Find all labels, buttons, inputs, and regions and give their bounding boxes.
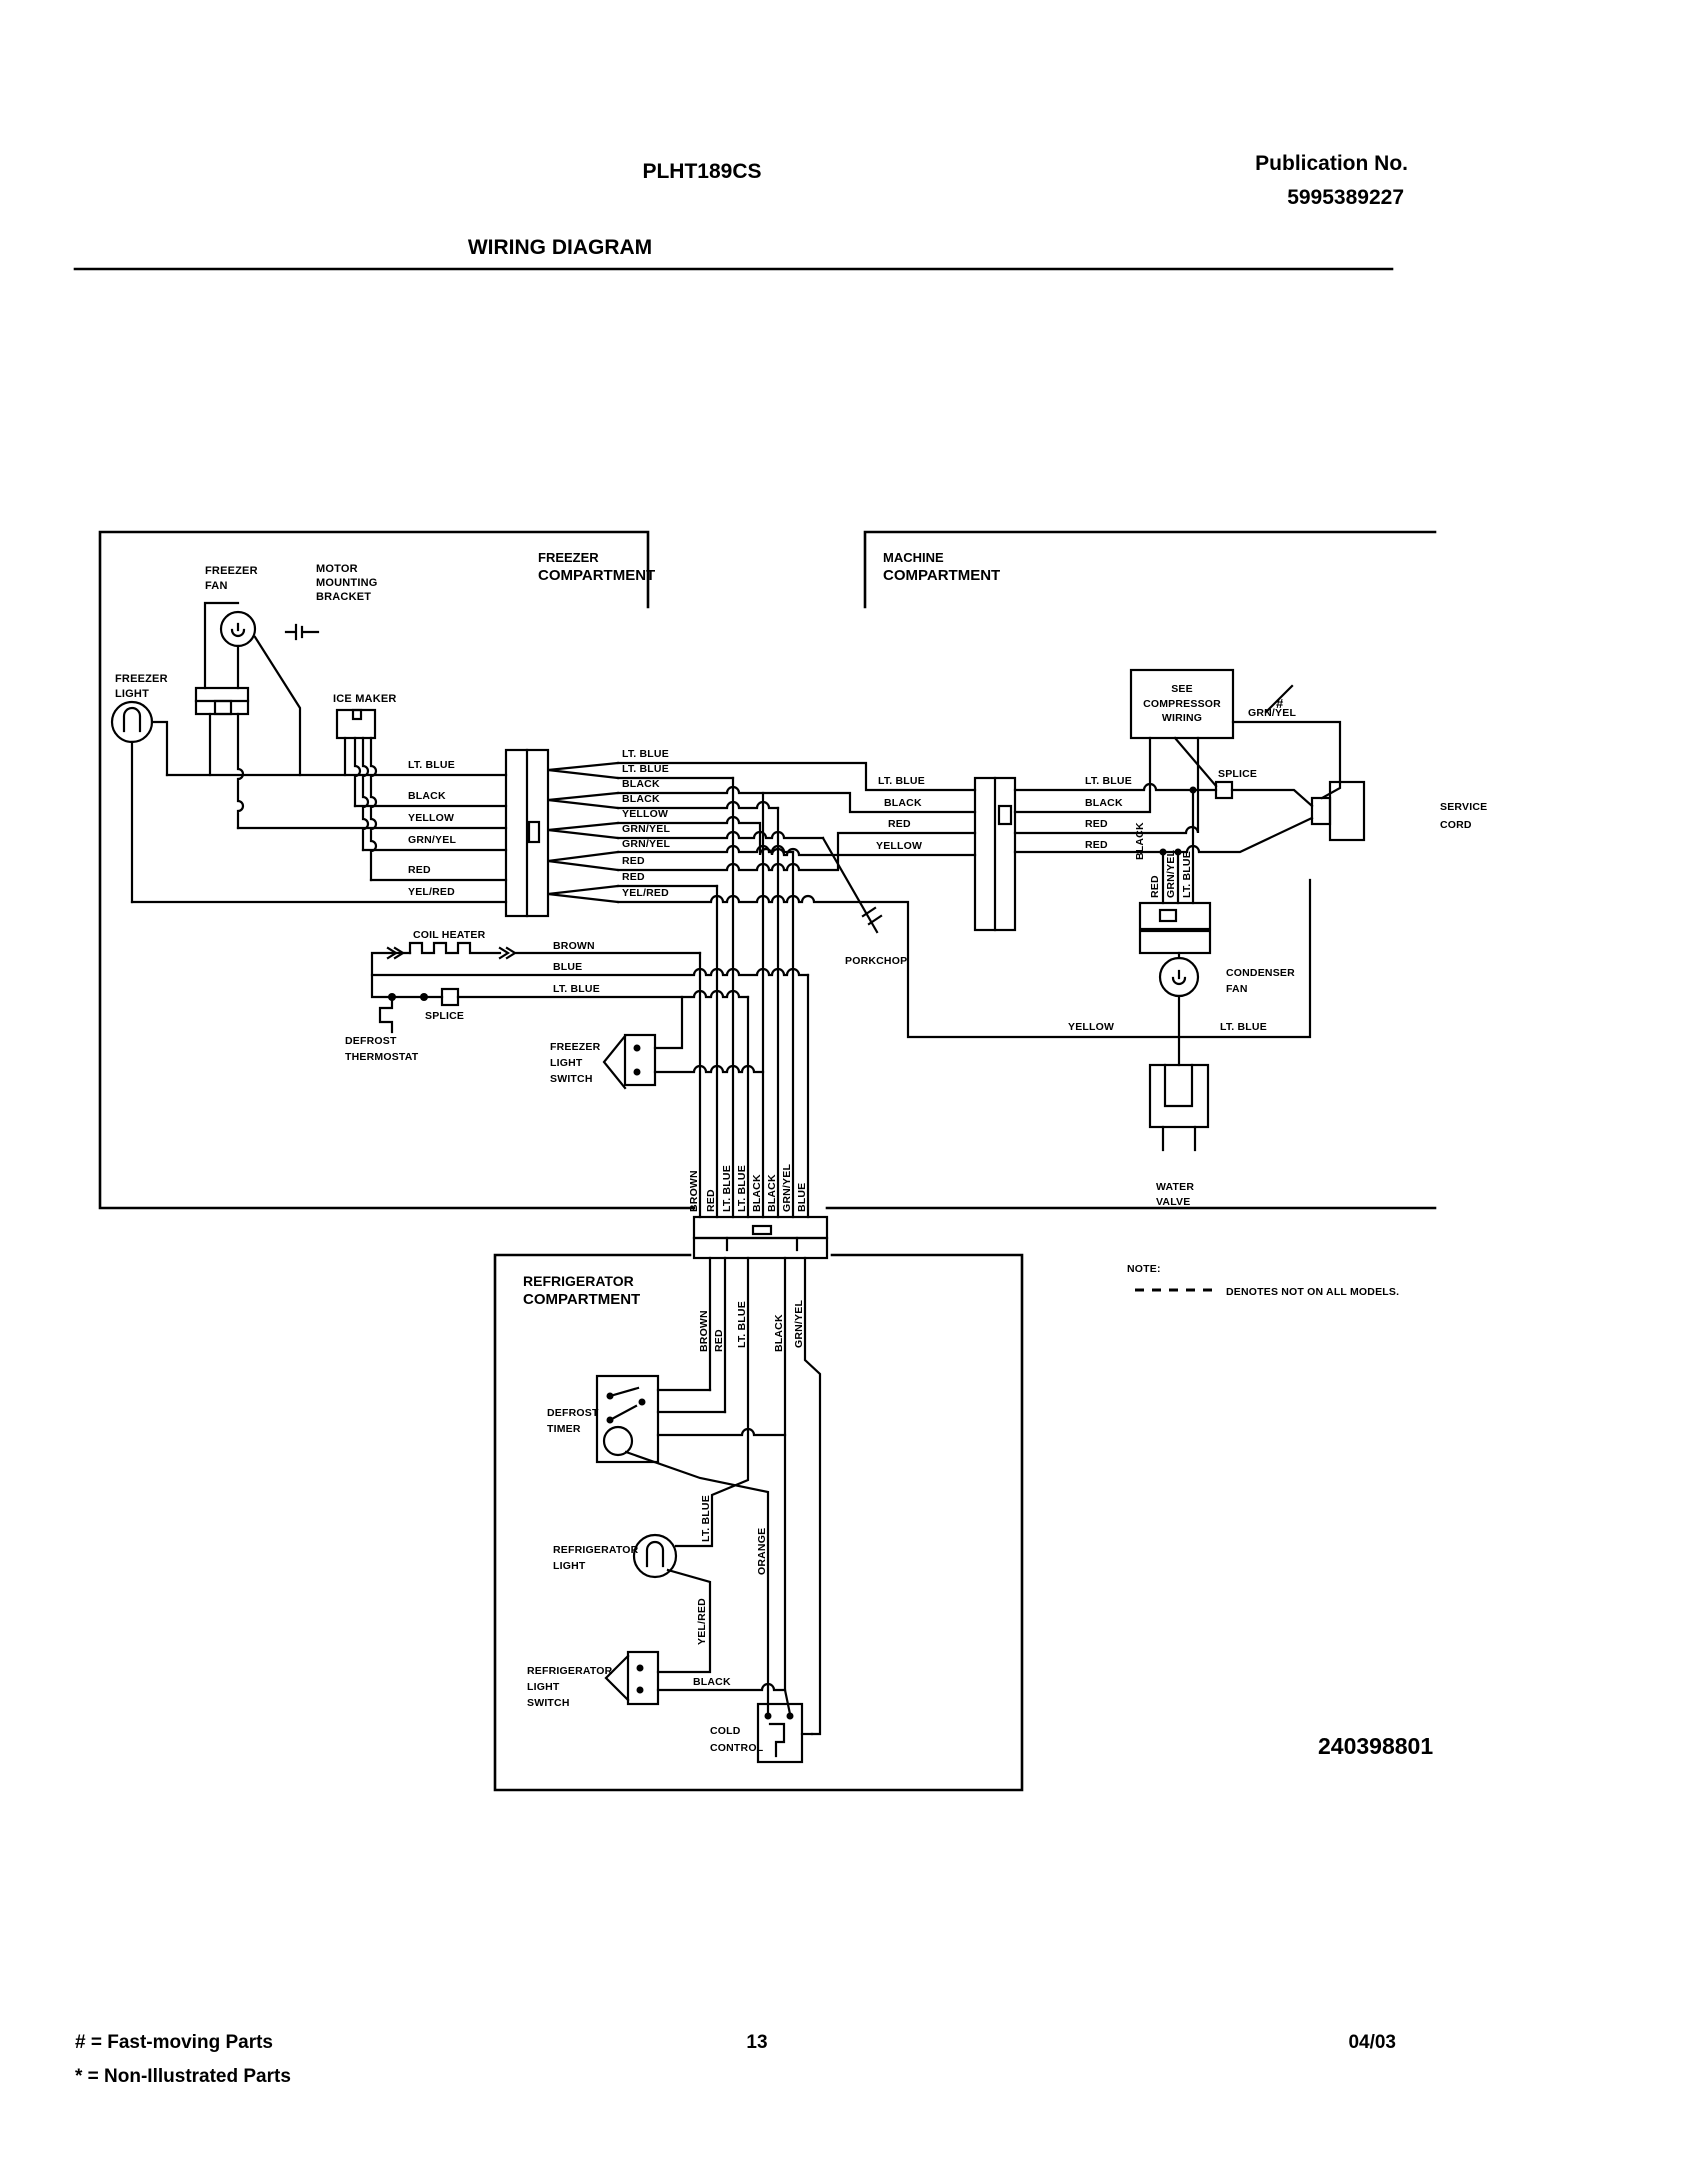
wire-label-black: BLACK <box>408 790 446 802</box>
freezer-connector-block <box>506 750 618 916</box>
service-cord-label: SERVICE <box>1440 801 1488 813</box>
wire-label: LT. BLUE <box>1085 775 1132 787</box>
freezer-light-switch-label-2: LIGHT <box>550 1057 583 1069</box>
publication-number: 5995389227 <box>1287 186 1404 209</box>
date-code: 04/03 <box>1348 2032 1396 2053</box>
wire-label: RED <box>622 871 645 883</box>
wire-label-yellow: YELLOW <box>1068 1021 1115 1033</box>
refrigerator-harness <box>676 1258 820 1734</box>
page-footer <box>75 2032 1396 2087</box>
switch-body <box>625 1035 655 1085</box>
freezer-light-label-2: LIGHT <box>115 688 149 700</box>
heater-chevron-right <box>500 948 700 958</box>
wire-label-yel-red: YEL/RED <box>408 886 455 898</box>
splice-icon <box>442 989 458 1005</box>
switch-terminal <box>634 1069 641 1076</box>
wire-label-vert: BROWN <box>688 1170 700 1212</box>
timer-wire-3 <box>658 1429 785 1435</box>
wire-black-down <box>785 1258 790 1714</box>
model-number: PLHT189CS <box>642 160 762 183</box>
wire-label: GRN/YEL <box>622 823 671 835</box>
switch-wire-bottom <box>655 1066 763 1072</box>
compartment-label-machine-2: COMPARTMENT <box>883 567 1001 584</box>
wire-label: BLACK <box>1085 797 1123 809</box>
compressor-label-3: WIRING <box>1161 712 1203 724</box>
compressor-label-1: SEE <box>1171 683 1193 695</box>
note-text: DENOTES NOT ON ALL MODELS. <box>1226 1286 1400 1298</box>
switch-terminal <box>637 1687 644 1694</box>
wire-label-grn-yel: GRN/YEL <box>1248 707 1297 719</box>
wire-label: YELLOW <box>622 808 669 820</box>
wire-label-vert: BLACK <box>751 1174 763 1212</box>
compartment-label-freezer-2: COMPARTMENT <box>538 567 656 584</box>
wire-label: LT. BLUE <box>622 748 669 760</box>
wire-label-vert: GRN/YEL <box>793 1299 805 1348</box>
freezer-light-switch-label: FREEZER <box>550 1041 601 1053</box>
compressor-label-2: COMPRESSOR <box>1143 698 1221 710</box>
defrost-thermostat-label-2: THERMOSTAT <box>345 1051 419 1063</box>
water-valve-icon <box>1150 1065 1208 1127</box>
ice-maker-notch <box>353 710 361 719</box>
freezer-fan-wire-2 <box>238 714 243 828</box>
wire-label: RED <box>622 855 645 867</box>
switch-lever <box>604 1036 625 1088</box>
junction-dot <box>1190 787 1197 794</box>
motor-bracket-label-3: BRACKET <box>316 591 372 603</box>
defrost-thermostat-label: DEFROST <box>345 1035 397 1047</box>
compartment-label-refrigerator: REFRIGERATOR <box>523 1273 634 1289</box>
wire-label: YELLOW <box>876 840 923 852</box>
wire-label-lt-blue: LT. BLUE <box>1220 1021 1267 1033</box>
switch-lever-2 <box>606 1656 628 1700</box>
cold-control-terminal <box>787 1713 794 1720</box>
refrigerator-light-label: REFRIGERATOR <box>553 1544 639 1556</box>
wire-label: BLACK <box>622 778 660 790</box>
wire-label-vert: GRN/YEL <box>781 1163 793 1212</box>
wire-label-vert: BROWN <box>698 1310 710 1352</box>
refrigerator-light-label-2: LIGHT <box>553 1560 586 1572</box>
wire-label-black: BLACK <box>693 1676 731 1688</box>
splice-label-2: SPLICE <box>1218 768 1258 780</box>
wire-label-vert: RED <box>713 1329 725 1352</box>
part-number: 240398801 <box>1318 1733 1434 1759</box>
wire-label-lt-blue: LT. BLUE <box>408 759 455 771</box>
ice-maker-wire-4 <box>371 738 376 880</box>
legend-non-illustrated: * = Non-Illustrated Parts <box>75 2066 291 2087</box>
note-legend <box>1127 1263 1399 1298</box>
splice-icon-2 <box>1216 782 1232 798</box>
coil-heater-label: COIL HEATER <box>413 929 486 941</box>
condenser-fan-label: CONDENSER <box>1226 967 1295 979</box>
freezer-light-bulb-inner <box>124 708 140 731</box>
compartment-label-refrigerator-2: COMPARTMENT <box>523 1291 641 1308</box>
wire-label-vert: LT. BLUE <box>1181 851 1193 898</box>
wire-label-vert: RED <box>1149 875 1161 898</box>
wire-label-vert: RED <box>705 1189 717 1212</box>
defrost-timer-motor <box>604 1427 632 1455</box>
compartment-label-machine: MACHINE <box>883 550 944 565</box>
compressor-splice-lead <box>1175 738 1216 786</box>
service-cord-label-2: CORD <box>1440 819 1472 831</box>
refrigerator-light <box>553 1495 712 1672</box>
water-valve-prongs <box>1163 1127 1195 1150</box>
condenser-fan-motor-mark <box>1173 971 1185 984</box>
water-valve-inner <box>1165 1065 1192 1106</box>
wire-label-vert: BLUE <box>796 1182 808 1212</box>
wire-label-vert: BLACK <box>766 1174 778 1212</box>
wire-label-vert-orange: ORANGE <box>756 1527 768 1575</box>
water-valve-label: WATER <box>1156 1181 1195 1193</box>
ice-maker-wire-3 <box>363 738 368 850</box>
cold-control-contact <box>770 1724 784 1756</box>
water-valve-label-2: VALVE <box>1156 1196 1191 1208</box>
wire-label: LT. BLUE <box>878 775 925 787</box>
switch-terminal <box>634 1045 641 1052</box>
wire-label: BLACK <box>622 793 660 805</box>
defrost-timer-label-2: TIMER <box>547 1423 581 1435</box>
machine-compartment-outline <box>827 532 1435 1208</box>
freezer-light-label: FREEZER <box>115 673 168 685</box>
motor-bracket-label: MOTOR <box>316 563 358 575</box>
ice-maker-label: ICE MAKER <box>333 693 397 705</box>
cold-control-label-2: CONTROL <box>710 1742 764 1754</box>
wire-label-vert: LT. BLUE <box>700 1495 712 1542</box>
publication-label: Publication No. <box>1255 152 1408 175</box>
motor-bracket-strap <box>255 637 300 775</box>
cold-control-body <box>758 1704 802 1762</box>
freezer-light-switch-label-3: SWITCH <box>550 1073 593 1085</box>
wire-label-yellow: YELLOW <box>408 812 455 824</box>
wire-label-brown: BROWN <box>553 940 595 952</box>
wire-label: GRN/YEL <box>622 838 671 850</box>
wire-label-vert: LT. BLUE <box>721 1165 733 1212</box>
refrigerator-light-switch-label-2: LIGHT <box>527 1681 560 1693</box>
wire-label-vert: BLACK <box>773 1314 785 1352</box>
freezer-fan-label: FREEZER <box>205 565 258 577</box>
wire-label: RED <box>888 818 911 830</box>
junction-dot <box>420 993 428 1001</box>
cold-control-label: COLD <box>710 1725 741 1737</box>
wire-label: BLACK <box>884 797 922 809</box>
wire-label: LT. BLUE <box>622 763 669 775</box>
freezer-light-switch <box>550 997 763 1088</box>
wire-label: RED <box>1085 839 1108 851</box>
service-cord <box>1216 768 1487 840</box>
freezer-fan-label-2: FAN <box>205 580 228 592</box>
fast-moving-hash: # <box>1276 696 1284 711</box>
machine-connector-tab <box>999 806 1011 824</box>
cold-control <box>710 1704 812 1762</box>
ice-maker-wire-2 <box>355 738 360 806</box>
refrigerator-light-switch-label: REFRIGERATOR <box>527 1665 613 1677</box>
bundle-connector-notch <box>753 1226 771 1234</box>
wire-grn-yel-ground <box>1233 722 1340 798</box>
porkchop-arrow <box>823 838 881 932</box>
wire-label: YEL/RED <box>622 887 669 899</box>
condenser-connector-bottom <box>1140 931 1210 953</box>
freezer-light-wire-1 <box>152 722 167 775</box>
wire-label-vert: BLACK <box>1134 822 1146 860</box>
wire-label-grn-yel: GRN/YEL <box>408 834 457 846</box>
splice-label: SPLICE <box>425 1010 465 1022</box>
legend-fast-moving: # = Fast-moving Parts <box>75 2032 273 2053</box>
page-title: WIRING DIAGRAM <box>467 236 653 259</box>
page-header <box>75 152 1408 269</box>
refrigerator-light-switch <box>527 1652 785 1709</box>
motor-mounting-bracket-icon <box>286 625 318 639</box>
wire-grn-yel-down <box>805 1258 820 1734</box>
wire-label-blue: BLUE <box>553 961 583 973</box>
service-cord-plug-notch <box>1312 798 1330 824</box>
porkchop-label: PORKCHOP <box>845 955 908 967</box>
wire-lt-blue-row <box>458 991 748 997</box>
freezer-fan-connector-notch <box>215 701 231 714</box>
connector-tab <box>529 822 539 842</box>
switch-wire-top <box>655 997 682 1048</box>
splice-to-cord-wire <box>1232 790 1312 806</box>
ice-maker-connector <box>337 710 375 738</box>
connector-wedges <box>548 763 618 902</box>
defrost-thermostat-icon <box>380 997 392 1032</box>
wire-label-red: RED <box>408 864 431 876</box>
bundle-connector-bottom <box>694 1238 827 1258</box>
refrigerator-light-switch-label-3: SWITCH <box>527 1697 570 1709</box>
wire-label-lt-blue: LT. BLUE <box>553 983 600 995</box>
wire-label-vert: GRN/YEL <box>1165 849 1177 898</box>
wire-label: RED <box>1085 818 1108 830</box>
heater-coil-icon <box>410 943 500 953</box>
ice-maker <box>333 693 397 880</box>
switch-terminal <box>637 1665 644 1672</box>
note-label: NOTE: <box>1127 1263 1161 1275</box>
wire-label-vert: LT. BLUE <box>736 1165 748 1212</box>
bundle-connector-ticks <box>727 1238 797 1250</box>
wire-red-to-cord <box>1015 818 1312 852</box>
freezer-harness-left <box>132 759 506 902</box>
freezer-light <box>112 673 168 902</box>
defrost-timer-label: DEFROST <box>547 1407 599 1419</box>
timer-contact-arms <box>610 1388 638 1420</box>
page-number: 13 <box>746 2032 768 2053</box>
switch-body-2 <box>628 1652 658 1704</box>
compartment-label-freezer: FREEZER <box>538 550 599 565</box>
wire-label-vert: YEL/RED <box>696 1598 708 1645</box>
wire-label-vert: LT. BLUE <box>736 1301 748 1348</box>
timer-contact <box>639 1399 646 1406</box>
motor-bracket-label-2: MOUNTING <box>316 577 378 589</box>
cold-control-terminal <box>765 1713 772 1720</box>
wire-blue-row <box>372 969 808 975</box>
freezer-fan-motor-mark <box>232 624 244 636</box>
condenser-connector-notch <box>1160 910 1176 921</box>
condenser-fan-label-2: FAN <box>1226 983 1248 995</box>
freezer-compartment-outline <box>100 532 694 1208</box>
refrigerator-light-bulb-inner <box>647 1542 663 1566</box>
